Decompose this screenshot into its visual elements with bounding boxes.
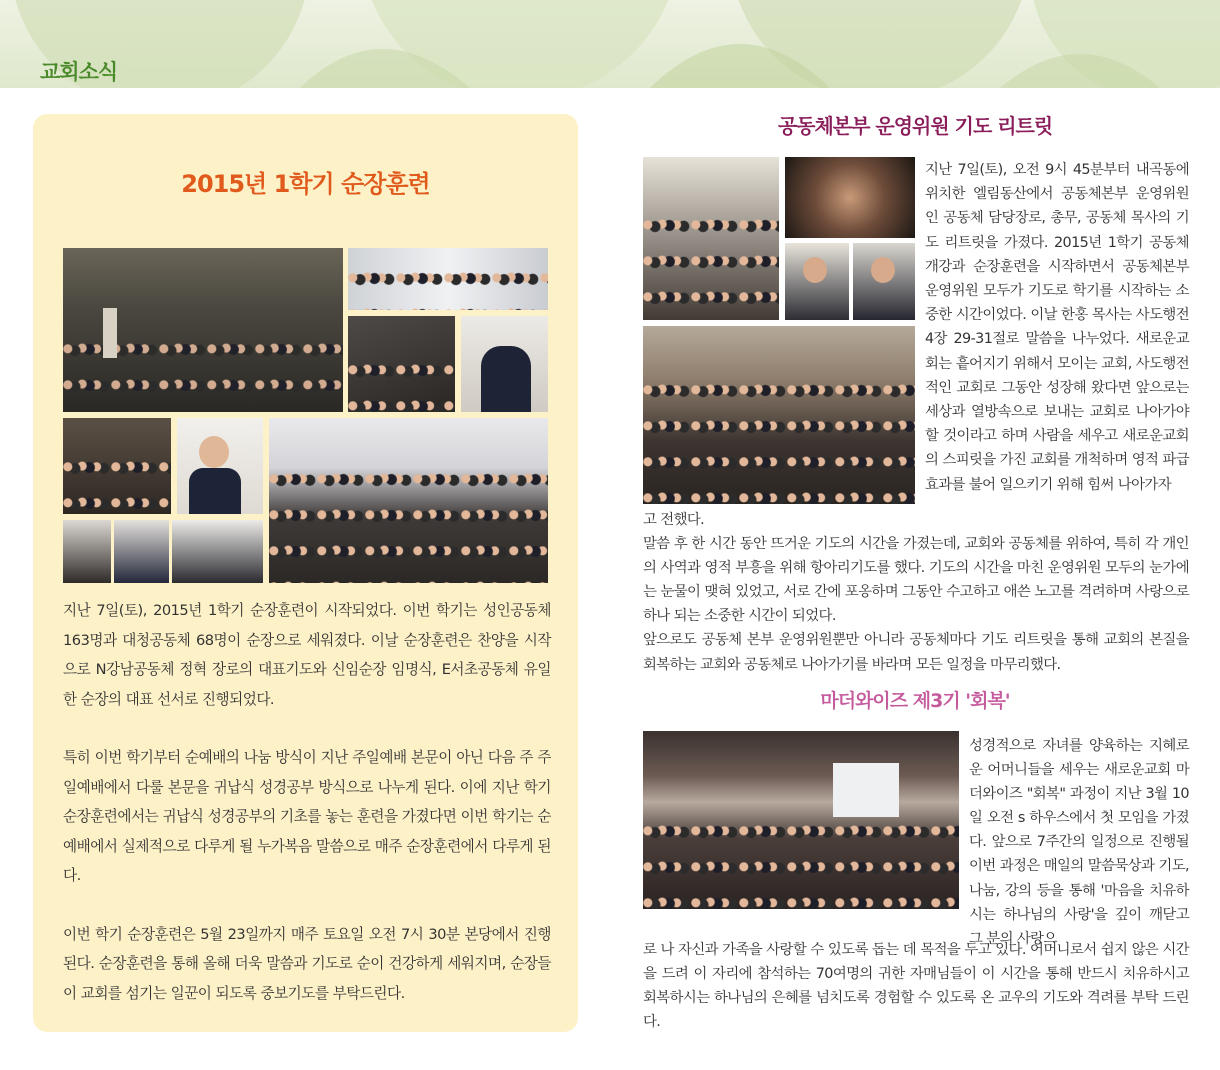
- leaf-pattern-icon: [0, 0, 1220, 88]
- photo-group-large: [269, 418, 548, 583]
- retreat-text-beside-photos: [925, 158, 1189, 497]
- motherwise-text-beside-photo: [969, 734, 1189, 951]
- photo-lecture-hall: [63, 248, 343, 412]
- photo-man-1: [785, 243, 849, 320]
- photo-embrace: [461, 316, 548, 412]
- retreat-text-full: [643, 508, 1189, 677]
- left-article-panel: [33, 114, 578, 1032]
- paragraph: 특히 이번 학기부터 순예배의 나눔 방식이 지난 주일예배 본문이 아닌 다음 주 주일예배에서 다룰 본문을 귀납식 성경공부 방식으로 나누게 된다. 이에 지난 학기 순장훈련에서는 귀납식 성경공부의 기초를 놓는 훈련을 가졌다면 이번 학기는 순예배에서 실제적으로 다루게 될 누가복음 말씀으로 매주 순장훈련에서 다루게 된다.: [63, 749, 551, 884]
- photo-small-2: [114, 520, 169, 583]
- paragraph: 지난 7일(토), 오전 9시 45분부터 내곡동에 위치한 엘림동산에서 공동체본부 운영위원인 공동체 담당장로, 총무, 공동체 목사의 기도 리트릿을 가졌다. 2015년 1학기 공동체 개강과 순장훈련을 시작하면서 공동체본부 운영위원 모두가 기도로 학기를 시작하는 소중한 시간이었다. 이날 한홍 목사는 사도행전 4장 29-31절로 말씀을 나누었다. 새로운교회는 흩어지기 위해서 모이는 교회, 사도행전적인 교회로 그동안 성장해 왔다면 앞으로는 세상과 열방속으로 보내는 교회로 나아가야 할 것이라고 하며 사람을 세우고 새로운교회의 스피릿을 가진 교회를 개척하며 영적 파급효과를 불어 일으키기 위해 힘써 나아가자: [925, 162, 1189, 493]
- paragraph: 말씀 후 한 시간 동안 뜨거운 기도의 시간을 가졌는데, 교회와 공동체를 위하여, 특히 각 개인의 사역과 영적 부흥을 위해 항아리기도를 했다. 기도의 시간을 마친 운영위원 모두의 눈가에는 눈물이 맺혀 있었고, 서로 간에 포옹하며 그동안 수고하고 애쓴 노고를 격려하며 사랑으로 하나 되는 소중한 시간이 되었다.: [643, 536, 1189, 625]
- photo-worship-women: [63, 418, 171, 514]
- paragraph: 이번 학기 순장훈련은 5월 23일까지 매주 토요일 오전 7시 30분 본당에서 진행된다. 순장훈련을 통해 올해 더욱 말씀과 기도로 순이 건강하게 세워지며, 순장들이 교회를 섬기는 일꾼이 되도록 중보기도를 부탁드린다.: [63, 925, 551, 1002]
- photo-hands: [785, 157, 915, 238]
- motherwise-text-full: [643, 938, 1189, 1034]
- photo-man-2: [853, 243, 915, 320]
- paragraph: 지난 7일(토), 2015년 1학기 순장훈련이 시작되었다. 이번 학기는 성인공동체 163명과 대청공동체 68명이 순장으로 세워졌다. 이날 순장훈련은 찬양을 시작으로 N강남공동체 정혁 장로의 대표기도와 신임순장 임명식, E서초공동체 유일한 순장의 대표 선서로 진행되었다.: [63, 602, 551, 708]
- section-label: 교회소식: [40, 60, 118, 84]
- header-band: [0, 0, 1220, 88]
- photo-speaker-mic: [177, 418, 263, 514]
- photo-huddle: [643, 157, 779, 320]
- paragraph: 성경적으로 자녀를 양육하는 지혜로운 어머니들을 세우는 새로운교회 마더와이즈 "회복" 과정이 지난 3월 10일 오전 s 하우스에서 첫 모임을 가졌다. 앞으로 7주간의 일정으로 진행될 이번 과정은 매일의 말씀묵상과 기도, 나눔, 강의 등을 통해 '마음을 치유하시는 하나님의 사랑'을 깊이 깨닫고 그 분의 사랑으: [969, 738, 1189, 947]
- photo-certificate: [348, 316, 455, 412]
- photo-small-1: [63, 520, 111, 583]
- left-article-title: 2015년 1학기 순장훈련: [181, 170, 430, 198]
- retreat-article-title: 공동체본부 운영위원 기도 리트릿: [777, 114, 1053, 138]
- paragraph: 앞으로도 공동체 본부 운영위원뿐만 아니라 공동체마다 기도 리트릿을 통해 교회의 본질을 회복하는 교회와 공동체로 나아가기를 바라며 모든 일정을 마무리했다.: [643, 632, 1189, 673]
- paragraph: 로 나 자신과 가족을 사랑할 수 있도록 돕는 데 목적을 두고 있다. 어머니로서 쉽지 않은 시간을 드려 이 자리에 참석하는 70여명의 귀한 자매님들이 이 시간을 통해 반드시 치유하시고 회복하시는 하나님의 은혜를 넘치도록 경험할 수 있도록 온 교우의 기도와 격려를 부탁 드린다.: [643, 942, 1189, 1031]
- paragraph: 고 전했다.: [643, 512, 705, 528]
- photo-small-3: [172, 520, 263, 583]
- photo-stage-lineup: [348, 248, 548, 310]
- photo-group-outdoor: [643, 326, 915, 504]
- photo-banquet-hall: [643, 731, 959, 909]
- motherwise-article-title: 마더와이즈 제3기 '회복': [820, 690, 1010, 712]
- left-article-body: [63, 596, 551, 1008]
